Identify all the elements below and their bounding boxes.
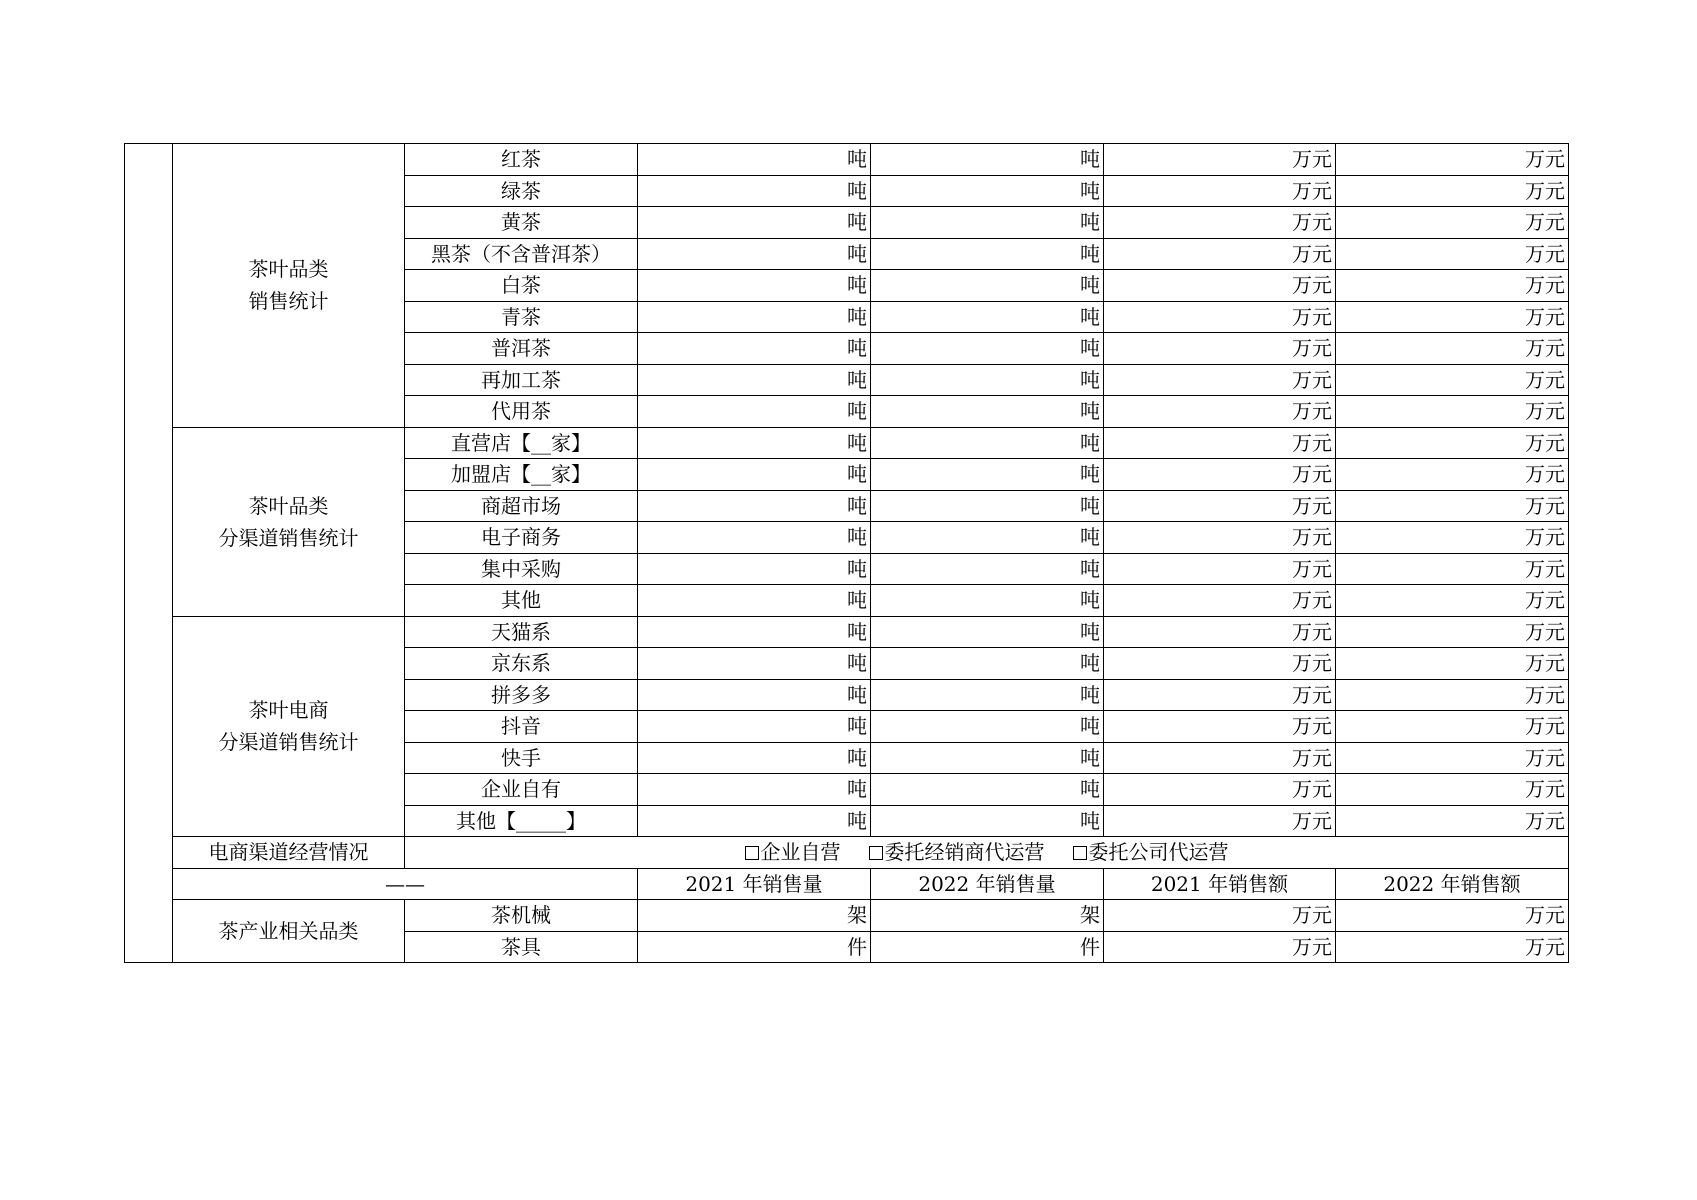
value-cell[interactable]: 吨 (638, 396, 871, 428)
value-cell[interactable]: 架 (638, 900, 871, 932)
value-cell[interactable]: 吨 (871, 490, 1104, 522)
value-cell[interactable]: 吨 (871, 585, 1104, 617)
value-cell[interactable]: 万元 (1336, 585, 1569, 617)
value-cell[interactable]: 架 (871, 900, 1104, 932)
value-cell[interactable]: 万元 (1104, 931, 1336, 963)
row-label: 再加工茶 (405, 364, 638, 396)
row-label: 黑茶（不含普洱茶） (405, 238, 638, 270)
ecommerce-label: 电商渠道经营情况 (173, 837, 405, 869)
row-label: 白茶 (405, 270, 638, 302)
group-label-line: 分渠道销售统计 (218, 730, 359, 755)
row-label: 天猫系 (405, 616, 638, 648)
value-cell[interactable]: 万元 (1336, 238, 1569, 270)
value-cell[interactable]: 吨 (638, 144, 871, 176)
group-label-line: 分渠道销售统计 (218, 525, 359, 550)
group-label (173, 616, 405, 837)
value-cell[interactable]: 万元 (1336, 427, 1569, 459)
value-cell[interactable]: 吨 (638, 427, 871, 459)
value-cell[interactable]: 万元 (1336, 490, 1569, 522)
value-cell[interactable]: 吨 (638, 301, 871, 333)
ecommerce-option[interactable] (745, 840, 841, 864)
value-cell[interactable]: 万元 (1104, 301, 1336, 333)
value-cell[interactable]: 吨 (638, 459, 871, 491)
value-cell[interactable]: 吨 (871, 427, 1104, 459)
value-cell[interactable]: 吨 (638, 553, 871, 585)
value-cell[interactable]: 吨 (871, 207, 1104, 239)
row-label: 京东系 (405, 648, 638, 680)
value-cell[interactable]: 万元 (1104, 648, 1336, 680)
value-cell[interactable]: 万元 (1104, 238, 1336, 270)
value-cell[interactable]: 万元 (1104, 396, 1336, 428)
value-cell[interactable]: 万元 (1104, 207, 1336, 239)
value-cell[interactable]: 吨 (638, 333, 871, 365)
option-label: 委托公司代运营 (1088, 840, 1229, 865)
value-cell[interactable]: 万元 (1336, 553, 1569, 585)
checkbox-icon[interactable] (745, 846, 759, 860)
value-cell[interactable]: 万元 (1104, 774, 1336, 806)
value-cell[interactable]: 万元 (1104, 900, 1336, 932)
table-row (125, 144, 1569, 176)
row-label: 直营店【__家】 (405, 427, 638, 459)
value-cell[interactable]: 万元 (1336, 774, 1569, 806)
value-cell[interactable]: 吨 (638, 805, 871, 837)
value-cell[interactable]: 万元 (1336, 805, 1569, 837)
column-header-row (125, 868, 1569, 900)
column-header: 2022 年销售量 (871, 868, 1104, 900)
value-cell[interactable]: 万元 (1336, 679, 1569, 711)
value-cell[interactable]: 万元 (1336, 522, 1569, 554)
group-label (173, 144, 405, 428)
value-cell[interactable]: 吨 (871, 364, 1104, 396)
value-cell[interactable]: 万元 (1336, 175, 1569, 207)
row-label: 青茶 (405, 301, 638, 333)
table-row (125, 900, 1569, 932)
checkbox-icon[interactable] (1073, 846, 1087, 860)
ecommerce-row (125, 837, 1569, 869)
group-label (173, 427, 405, 616)
value-cell[interactable]: 万元 (1336, 900, 1569, 932)
value-cell[interactable]: 万元 (1104, 553, 1336, 585)
value-cell[interactable]: 吨 (638, 774, 871, 806)
value-cell[interactable]: 万元 (1104, 364, 1336, 396)
value-cell[interactable]: 万元 (1104, 175, 1336, 207)
value-cell[interactable]: 万元 (1104, 490, 1336, 522)
row-label: 企业自有 (405, 774, 638, 806)
ecommerce-option[interactable] (869, 840, 1045, 864)
value-cell[interactable]: 吨 (638, 711, 871, 743)
value-cell[interactable]: 万元 (1336, 364, 1569, 396)
group-label-line: 茶叶电商 (248, 698, 329, 723)
value-cell[interactable]: 万元 (1104, 616, 1336, 648)
ecommerce-options (405, 837, 1569, 869)
value-cell[interactable]: 万元 (1336, 301, 1569, 333)
value-cell[interactable]: 吨 (638, 742, 871, 774)
row-label: 抖音 (405, 711, 638, 743)
column-header: 2022 年销售额 (1336, 868, 1569, 900)
value-cell[interactable]: 吨 (638, 616, 871, 648)
value-cell[interactable]: 万元 (1336, 459, 1569, 491)
value-cell[interactable]: 万元 (1336, 711, 1569, 743)
value-cell[interactable]: 万元 (1336, 931, 1569, 963)
value-cell[interactable]: 吨 (638, 238, 871, 270)
value-cell[interactable]: 吨 (871, 175, 1104, 207)
value-cell[interactable]: 吨 (871, 774, 1104, 806)
table-row (125, 427, 1569, 459)
sales-statistics-table (124, 143, 1569, 963)
value-cell[interactable]: 吨 (871, 805, 1104, 837)
value-cell[interactable]: 万元 (1336, 648, 1569, 680)
value-cell[interactable]: 吨 (871, 301, 1104, 333)
value-cell[interactable]: 吨 (638, 270, 871, 302)
value-cell[interactable]: 万元 (1104, 679, 1336, 711)
value-cell[interactable]: 吨 (638, 175, 871, 207)
value-cell[interactable]: 吨 (638, 648, 871, 680)
option-label: 委托经销商代运营 (884, 840, 1045, 865)
ecommerce-option[interactable] (1073, 840, 1229, 864)
row-label: 茶机械 (405, 900, 638, 932)
value-cell[interactable]: 吨 (871, 553, 1104, 585)
table-row (125, 616, 1569, 648)
value-cell[interactable]: 吨 (638, 364, 871, 396)
row-label: 茶具 (405, 931, 638, 963)
value-cell[interactable]: 万元 (1104, 585, 1336, 617)
value-cell[interactable]: 吨 (638, 679, 871, 711)
value-cell[interactable]: 吨 (871, 459, 1104, 491)
row-label: 其他 (405, 585, 638, 617)
related-group-label: 茶产业相关品类 (173, 900, 405, 963)
value-cell[interactable]: 吨 (871, 522, 1104, 554)
value-cell[interactable]: 吨 (871, 144, 1104, 176)
value-cell[interactable]: 吨 (871, 238, 1104, 270)
row-label: 红茶 (405, 144, 638, 176)
group-label-line: 销售统计 (248, 289, 329, 314)
row-label: 黄茶 (405, 207, 638, 239)
value-cell[interactable]: 吨 (871, 648, 1104, 680)
group-label-line: 茶叶品类 (248, 493, 329, 518)
value-cell[interactable]: 万元 (1336, 616, 1569, 648)
value-cell[interactable]: 万元 (1104, 270, 1336, 302)
value-cell[interactable]: 件 (638, 931, 871, 963)
value-cell[interactable]: 万元 (1104, 333, 1336, 365)
value-cell[interactable]: 万元 (1336, 396, 1569, 428)
row-label: 快手 (405, 742, 638, 774)
row-label: 代用茶 (405, 396, 638, 428)
value-cell[interactable]: 件 (871, 931, 1104, 963)
checkbox-icon[interactable] (869, 846, 883, 860)
value-cell[interactable]: 吨 (871, 396, 1104, 428)
value-cell[interactable]: 吨 (871, 742, 1104, 774)
value-cell[interactable]: 万元 (1104, 711, 1336, 743)
value-cell[interactable]: 万元 (1336, 333, 1569, 365)
value-cell[interactable]: 万元 (1104, 459, 1336, 491)
value-cell[interactable]: 万元 (1104, 805, 1336, 837)
dash-cell: —— (173, 868, 638, 900)
value-cell[interactable]: 万元 (1104, 144, 1336, 176)
value-cell[interactable]: 吨 (638, 585, 871, 617)
row-label: 其他【_____】 (405, 805, 638, 837)
left-margin-cell (125, 144, 173, 963)
value-cell[interactable]: 吨 (638, 207, 871, 239)
row-label: 绿茶 (405, 175, 638, 207)
value-cell[interactable]: 万元 (1336, 270, 1569, 302)
value-cell[interactable]: 吨 (871, 679, 1104, 711)
value-cell[interactable]: 吨 (871, 333, 1104, 365)
value-cell[interactable]: 吨 (638, 522, 871, 554)
value-cell[interactable]: 万元 (1336, 207, 1569, 239)
value-cell[interactable]: 吨 (871, 616, 1104, 648)
row-label: 拼多多 (405, 679, 638, 711)
value-cell[interactable]: 万元 (1336, 742, 1569, 774)
row-label: 商超市场 (405, 490, 638, 522)
value-cell[interactable]: 吨 (871, 270, 1104, 302)
value-cell[interactable]: 万元 (1104, 522, 1336, 554)
row-label: 普洱茶 (405, 333, 638, 365)
row-label: 集中采购 (405, 553, 638, 585)
row-label: 加盟店【__家】 (405, 459, 638, 491)
column-header: 2021 年销售量 (638, 868, 871, 900)
value-cell[interactable]: 万元 (1104, 742, 1336, 774)
group-label-line: 茶叶品类 (248, 257, 329, 282)
value-cell[interactable]: 吨 (871, 711, 1104, 743)
column-header: 2021 年销售额 (1104, 868, 1336, 900)
row-label: 电子商务 (405, 522, 638, 554)
value-cell[interactable]: 万元 (1336, 144, 1569, 176)
value-cell[interactable]: 吨 (638, 490, 871, 522)
option-label: 企业自营 (760, 840, 841, 865)
value-cell[interactable]: 万元 (1104, 427, 1336, 459)
